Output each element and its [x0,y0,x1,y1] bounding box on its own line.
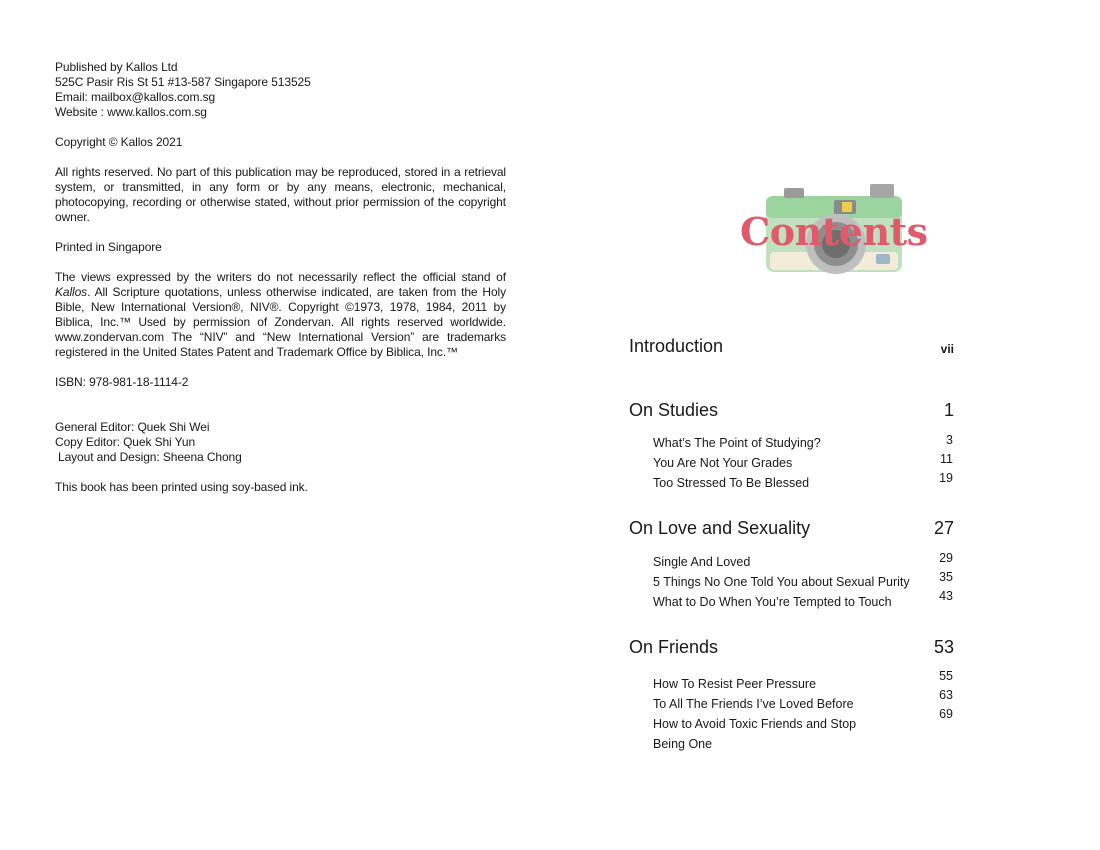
publisher-address: 525C Pasir Ris St 51 #13-587 Singapore 513525 [55,75,311,89]
toc-item[interactable]: How To Resist Peer Pressure [653,677,817,691]
toc-item-page: 43 [939,589,953,603]
toc-item[interactable]: You Are Not Your Grades [653,456,793,470]
toc-item-page: 3 [946,433,953,447]
toc-page-list [931,431,953,488]
publisher: Published by Kallos Ltd [55,60,178,74]
toc-item-page: 35 [939,570,953,584]
publisher-website: Website : www.kallos.com.sg [55,105,207,119]
toc-section-title: On Studies [629,400,719,420]
toc-item-page: 11 [940,452,953,466]
toc-section-page: 53 [933,637,954,657]
imprint-page [55,60,506,495]
toc-section-page: vii [940,342,954,356]
copy-editor: Copy Editor: Quek Shi Yun [55,435,196,449]
rights-statement: All rights reserved. No part of this publication may be reproduced, stored in a retrieval system, or transmitted, in any form or by any means, electronic, mechanical, photocopying, recording or otherwise stated, without prior permission of the copyright owner. [55,165,506,224]
toc-item-page: 19 [939,471,953,485]
toc-section-page: 27 [933,518,954,538]
toc-section-title: Introduction [629,336,724,356]
toc-page-list [931,549,953,606]
general-editor: General Editor: Quek Shi Wei [55,420,210,434]
toc-item[interactable]: How to Avoid Toxic Friends and Stop Being One [653,717,857,751]
toc-section-page: 1 [943,400,954,420]
toc-item-page: 69 [939,707,953,721]
toc-section-title: On Friends [629,637,719,657]
toc-section-title: On Love and Sexuality [629,518,811,538]
layout-designer: Layout and Design: Sheena Chong [58,450,242,464]
toc-item-page: 63 [939,688,953,702]
ink-note: This book has been printed using soy-based ink. [55,480,308,494]
toc-item[interactable]: What to Do When You’re Tempted to Touch [653,595,892,609]
toc-item-page: 55 [939,669,953,683]
toc-item-list [653,674,923,754]
toc-item[interactable]: Too Stressed To Be Blessed [653,476,810,490]
views-disclaimer: The views expressed by the writers do not necessarily reflect the official stand of Kallos. All Scripture quotations, unless otherwise indicated, are taken from the Holy Bible, New International Version®, NIV®. Copyright ©1973, 1978, 1984, 2011 by Biblica, Inc.™ Used by permission of Zondervan. All rights reserved worldwide. www.zondervan.com The “NIV” and “New International Version” are trademarks registered in the United States Patent and Trademark Office by Biblica, Inc.™ [55,270,506,359]
printed-location: Printed in Singapore [55,240,162,254]
isbn: ISBN: 978-981-18-1114-2 [55,375,189,389]
toc-item-list [653,552,923,612]
copyright-notice: Copyright © Kallos 2021 [55,135,183,149]
toc-item-list [653,433,923,493]
toc-item-page: 29 [939,551,953,565]
contents-heading: Contents [740,209,928,254]
publisher-email: Email: mailbox@kallos.com.sg [55,90,216,104]
toc-item[interactable]: 5 Things No One Told You about Sexual Purity [653,575,910,589]
toc-item[interactable]: Single And Loved [653,555,751,569]
toc-item[interactable]: To All The Friends I’ve Loved Before [653,697,854,711]
toc-item[interactable]: What’s The Point of Studying? [653,436,821,450]
toc-page-list [931,667,953,724]
